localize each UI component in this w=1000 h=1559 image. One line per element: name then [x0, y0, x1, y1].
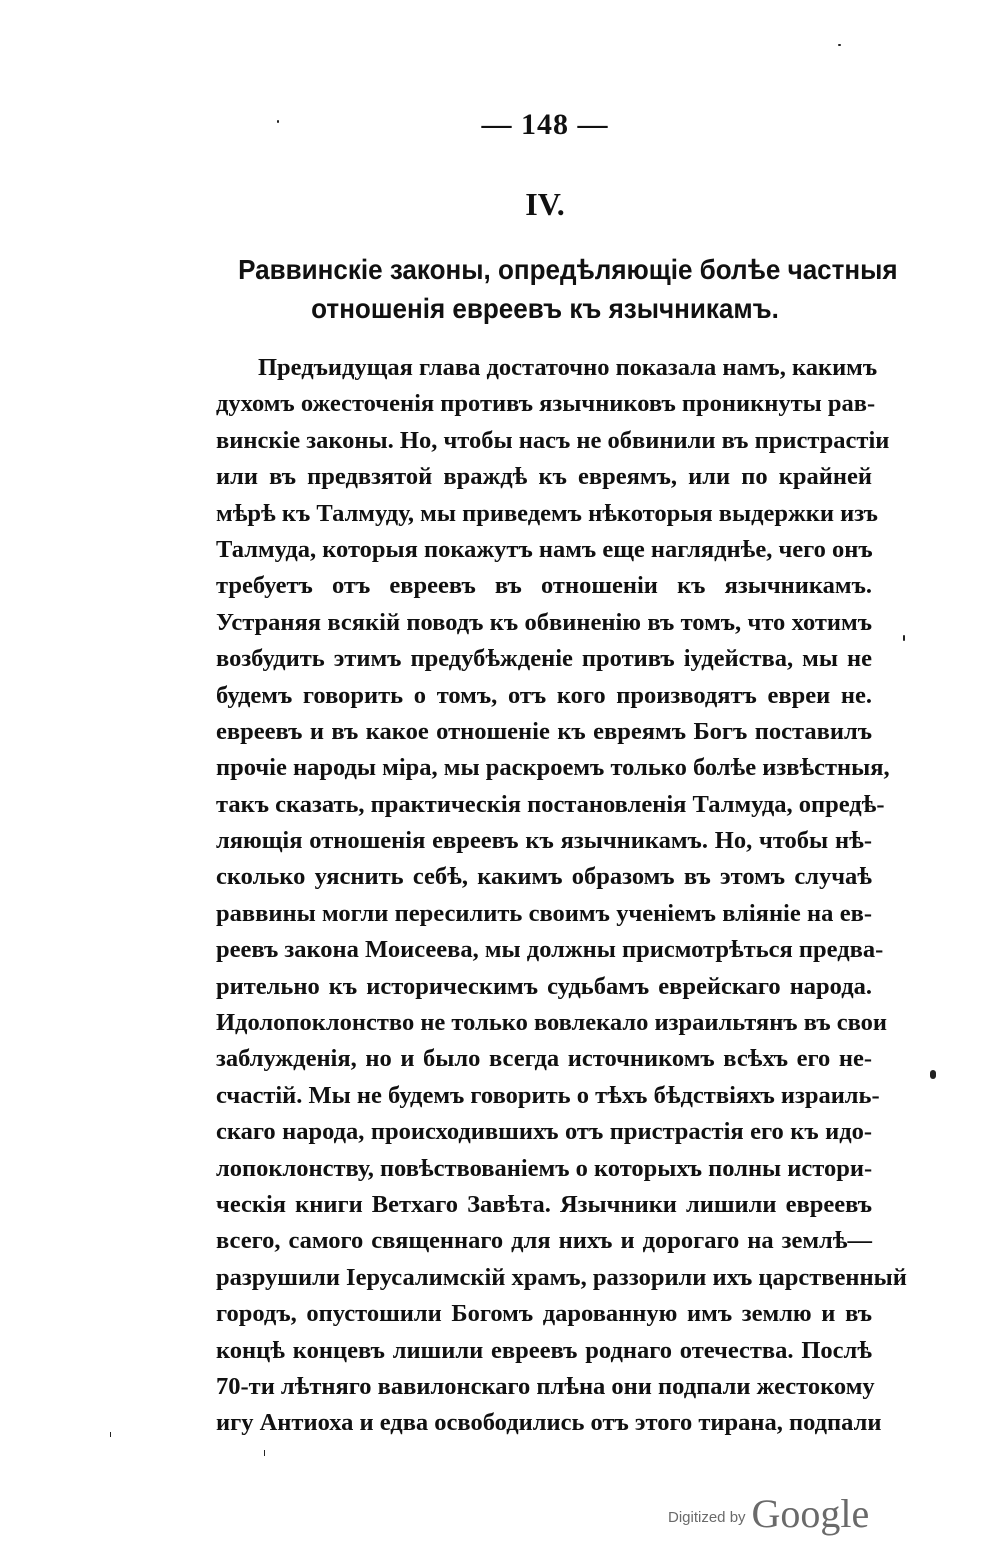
text-line: возбудить этимъ предубѣжденіе противъ іудейства, мы не — [216, 645, 872, 673]
text-line: игу Антиоха и едва освободились отъ этого тирана, подпали — [216, 1409, 882, 1437]
text-line: такъ сказать, практическія постановленія Талмуда, опредѣ- — [216, 790, 885, 818]
text-line: ляющія отношенія евреевъ къ язычникамъ. Но, чтобы нѣ- — [216, 827, 872, 855]
digitized-watermark — [668, 1484, 869, 1534]
text-line: концѣ концевъ лишили евреевъ роднаго отечества. Послѣ — [216, 1336, 872, 1364]
watermark-prefix: Digitized by — [668, 1509, 746, 1526]
body-text — [216, 350, 907, 1442]
google-logo: Google — [751, 1491, 870, 1536]
chapter-numeral: IV. — [525, 186, 565, 222]
scan-speck — [838, 44, 841, 46]
text-line: всего, самого священнаго для нихъ и дорогаго на землѣ— — [216, 1227, 872, 1255]
text-line: лопоклонству, повѣствованіемъ о которыхъ полны истори- — [216, 1154, 873, 1182]
text-line: или въ предвзятой враждѣ къ евреямъ, или по крайней — [216, 463, 872, 491]
scan-speck — [930, 1070, 936, 1079]
text-line: заблужденія, но и было всегда источникомъ всѣхъ его не- — [216, 1045, 872, 1073]
text-line: будемъ говорить о томъ, отъ кого производятъ евреи не. — [216, 681, 872, 709]
text-line: рительно къ историческимъ судьбамъ еврейскаго народа. — [216, 972, 872, 1000]
text-line: сколько уяснить себѣ, какимъ образомъ въ этомъ случаѣ — [216, 863, 872, 891]
text-line: Устраняя всякій поводъ къ обвиненію въ томъ, что хотимъ — [216, 608, 872, 636]
text-line: мѣрѣ къ Талмуду, мы приведемъ нѣкоторыя выдержки изъ — [216, 499, 878, 527]
chapter-title-line: отношенія евреевъ къ язычникамъ. — [311, 293, 779, 324]
text-line: раввины могли пересилить своимъ ученіемъ вліяніе на ев- — [216, 899, 872, 927]
scan-speck — [903, 635, 905, 641]
text-line: счастій. Мы не будемъ говорить о тѣхъ бѣдствіяхъ израиль- — [216, 1081, 880, 1109]
text-line: реевъ закона Моисеева, мы должны присмотрѣться предва- — [216, 936, 884, 964]
chapter-title-line: Раввинскіе законы, опредѣляющіе болѣе частныя — [238, 254, 898, 285]
text-line: Предъидущая глава достаточно показала намъ, какимъ — [258, 354, 878, 381]
text-line: винскіе законы. Но, чтобы насъ не обвинили въ пристрастіи — [216, 426, 890, 454]
text-line: прочіе народы міра, мы раскроемъ только болѣе извѣстныя, — [216, 754, 890, 782]
scan-speck — [277, 120, 279, 123]
text-line: городъ, опустошили Богомъ дарованную имъ землю и въ — [216, 1300, 872, 1328]
chapter-title — [238, 250, 898, 328]
text-line: 70-ти лѣтняго вавилонскаго плѣна они подпали жестокому — [216, 1372, 875, 1400]
text-line: Талмуда, которыя покажутъ намъ еще нагляднѣе, чего онъ — [216, 535, 873, 563]
text-line: евреевъ и въ какое отношеніе къ евреямъ Богъ поставилъ — [216, 717, 872, 745]
text-line: Идолопоклонство не только вовлекало израильтянъ въ свои — [216, 1009, 888, 1037]
text-line: разрушили Іерусалимскій храмъ, раззорили ихъ царственный — [216, 1263, 907, 1291]
scan-speck — [110, 1432, 111, 1437]
page-number: — 148 — — [481, 108, 609, 141]
scan-speck — [264, 1450, 265, 1456]
text-line: скаго народа, происходившихъ отъ пристрастія его къ идо- — [216, 1118, 872, 1146]
text-line: требуетъ отъ евреевъ въ отношеніи къ язычникамъ. — [216, 572, 872, 600]
text-line: духомъ ожесточенія противъ язычниковъ проникнуты рав- — [216, 390, 876, 418]
text-line: ческія книги Ветхаго Завѣта. Язычники лишили евреевъ — [216, 1190, 872, 1218]
